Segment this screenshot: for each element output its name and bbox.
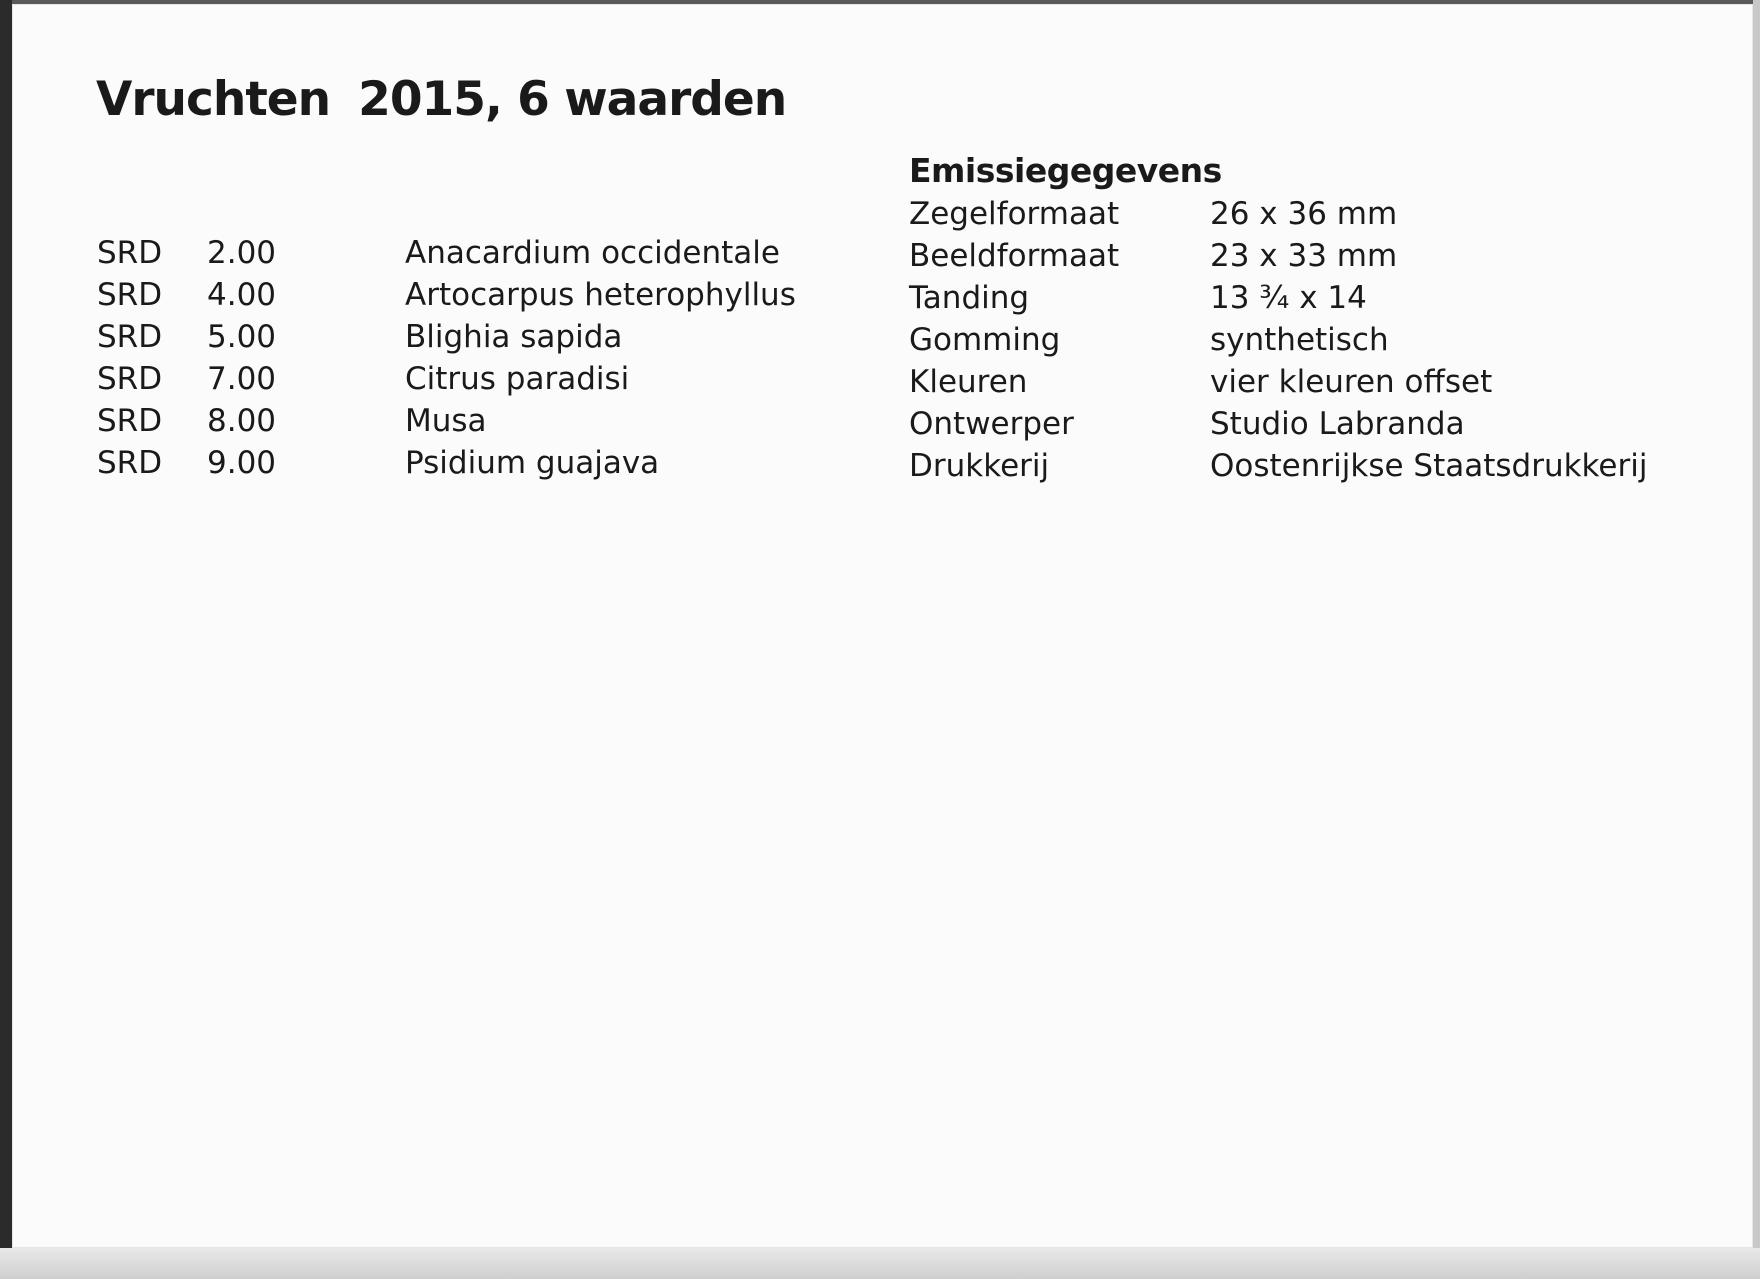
species-name: Psidium guajava	[405, 445, 660, 481]
spec-label: Zegelformaat	[909, 196, 1120, 232]
spec-label: Drukkerij	[909, 448, 1050, 484]
amount: 4.00	[207, 277, 277, 313]
amount: 5.00	[207, 319, 277, 355]
spec-value: Studio Labranda	[1210, 406, 1465, 442]
spec-label: Beeldformaat	[909, 238, 1120, 274]
emission-details	[909, 149, 1669, 487]
spec-row	[909, 319, 1669, 361]
amount: 2.00	[207, 235, 277, 271]
spec-label: Gomming	[909, 322, 1061, 358]
species-name: Citrus paradisi	[405, 361, 630, 397]
currency: SRD	[97, 445, 163, 481]
amount: 8.00	[207, 403, 277, 439]
title-name: Vruchten	[96, 72, 331, 127]
spec-row	[909, 445, 1669, 487]
spec-row	[909, 403, 1669, 445]
spec-value: synthetisch	[1210, 322, 1389, 358]
scan-bottom-edge	[0, 1248, 1760, 1279]
spec-row	[909, 361, 1669, 403]
species-name: Artocarpus heterophyllus	[405, 277, 796, 313]
spec-label: Tanding	[909, 280, 1030, 316]
scan-left-edge	[0, 0, 12, 1279]
spec-value: 13 ¾ x 14	[1210, 280, 1367, 316]
species-name: Blighia sapida	[405, 319, 623, 355]
amount: 7.00	[207, 361, 277, 397]
spec-value: 26 x 36 mm	[1210, 196, 1398, 232]
currency: SRD	[97, 235, 163, 271]
spec-label: Kleuren	[909, 364, 1028, 400]
currency: SRD	[97, 277, 163, 313]
title-subtitle: 2015, 6 waarden	[358, 72, 787, 127]
spec-row	[909, 277, 1669, 319]
spec-value: vier kleuren offset	[1210, 364, 1493, 400]
page-title	[96, 72, 786, 127]
currency: SRD	[97, 319, 163, 355]
currency: SRD	[97, 361, 163, 397]
emission-heading: Emissiegegevens	[909, 151, 1222, 190]
stamp-info-card	[12, 4, 1753, 1248]
spec-label: Ontwerper	[909, 406, 1074, 442]
species-name: Anacardium occidentale	[405, 235, 780, 271]
currency: SRD	[97, 403, 163, 439]
species-name: Musa	[405, 403, 487, 439]
amount: 9.00	[207, 445, 277, 481]
spec-row	[909, 193, 1669, 235]
spec-value: Oostenrijkse Staatsdrukkerij	[1210, 448, 1648, 484]
scan-right-edge	[1753, 0, 1760, 1279]
spec-row	[909, 235, 1669, 277]
spec-value: 23 x 33 mm	[1210, 238, 1398, 274]
